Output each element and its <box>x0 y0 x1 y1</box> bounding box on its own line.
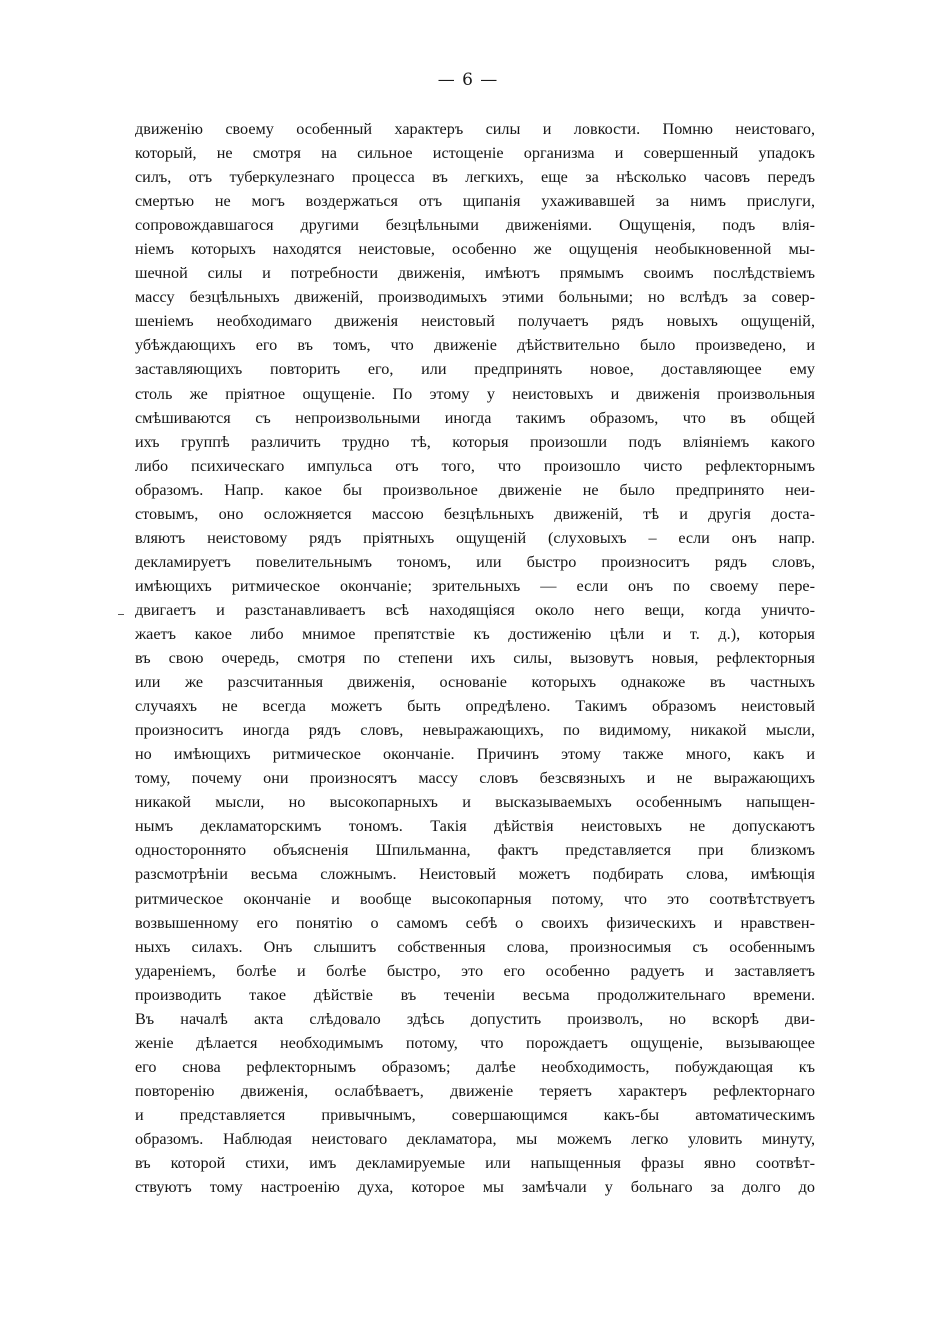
text-line: возвышенному его понятію о самомъ себѣ о своихъ физическихъ и нравствен- <box>135 913 815 932</box>
text-line: женіе дѣлается необходимымъ потому, что порождаетъ ощущеніе, вызывающее <box>135 1033 815 1052</box>
text-line: шеніемъ необходимаго движенія неистовый получаетъ рядъ новыхъ ощущеній, <box>135 312 815 331</box>
text-line: тому, почему они произносятъ массу словъ безсвязныхъ и не выражающихъ <box>135 769 815 788</box>
text-line: силъ, отъ туберкулезнаго процесса въ легкихъ, еще за нѣсколько часовъ передъ <box>135 168 815 187</box>
text-line: массу безцѣльныхъ движеній, производимыхъ этими больными; но вслѣдъ за совер- <box>135 288 815 307</box>
text-line: ніемъ которыхъ находятся неистовые, особенно же ощущенія необыкновенной мы- <box>135 240 815 259</box>
text-line: въ которой стихи, имъ декламируемые или напыщенныя фразы явно соотвѣт- <box>135 1154 815 1173</box>
text-line: повторенію движенія, ослабѣваетъ, движеніе теряетъ характеръ рефлекторнаго <box>135 1081 815 1100</box>
text-line: образомъ. Напр. какое бы произвольное движеніе не было предпринято неи- <box>135 480 815 499</box>
text-line: либо психическаго импульса отъ того, что произошло чисто рефлекторнымъ <box>135 456 815 475</box>
text-line: имѣющихъ ритмическое окончаніе; зрительныхъ — если онъ по своему пере- <box>135 576 815 595</box>
text-line: ритмическое окончаніе и вообще высокопарныя потому, что это соотвѣтствуетъ <box>135 889 815 908</box>
text-line: ихъ группѣ различить трудно тѣ, которыя произошли подъ вліяніемъ какого <box>135 432 815 451</box>
text-line: заставляющихъ повторить его, или предпринять новое, доставляющее ему <box>135 360 815 379</box>
text-line: или же разсчитанныя движенія, основаніе которыхъ однакоже въ частныхъ <box>135 673 815 692</box>
text-line: Въ началѣ акта слѣдовало здѣсь допустить произволъ, но вскорѣ дви- <box>135 1009 815 1028</box>
text-line: сопровождавшагося другими безцѣльными движеніями. Ощущенія, подъ влія- <box>135 216 815 235</box>
text-line: въ свою очередь, смотря по степени ихъ силы, вызовутъ новыя, рефлекторныя <box>135 649 815 668</box>
text-line: стовымъ, оно осложняется массою безцѣльныхъ движеній, тѣ и другія доста- <box>135 504 815 523</box>
text-line: но имѣющихъ ритмическое окончаніе. Причинъ этому также много, какъ и <box>135 745 815 764</box>
text-line: двигаетъ и разстанавливаетъ всѣ находящіяся около него вещи, когда уничто- <box>135 600 815 619</box>
text-line: декламируетъ повелительнымъ тономъ, или быстро произноситъ рядъ словъ, <box>135 552 815 571</box>
text-line: одностороннято объясненія Шпильманна, фактъ представляется при близкомъ <box>135 841 815 860</box>
text-line: смертью не могъ воздержаться отъ щипанія ухаживавшей за нимъ прислуги, <box>135 192 815 211</box>
text-line: никакой мысли, но высокопарныхъ и высказываемыхъ особеннымъ напыщен- <box>135 793 815 812</box>
text-line: смѣшиваются съ непроизвольными иногда такимъ образомъ, что въ общей <box>135 408 815 427</box>
margin-mark <box>118 614 124 615</box>
text-line: нымъ декламаторскимъ тономъ. Такія дѣйствія неистовыхъ не допускаютъ <box>135 817 815 836</box>
text-line: движенію своему особенный характеръ силы и ловкости. Помню неистоваго, <box>135 120 815 138</box>
text-line: его снова рефлекторнымъ образомъ; далѣе необходимость, побуждающая къ <box>135 1057 815 1076</box>
text-line: ствуютъ тому настроенію духа, которое мы замѣчали у больнаго за долго до <box>135 1178 815 1197</box>
text-line: жаетъ какое либо мнимое препятствіе къ достиженію цѣли и т. д.), которыя <box>135 624 815 643</box>
text-line: который, не смотря на сильное истощеніе организма и совершенный упадокъ <box>135 144 815 163</box>
text-line: произноситъ иногда рядъ словъ, невыражающихъ, по видимому, никакой мысли, <box>135 721 815 740</box>
text-line: производить такое дѣйствіе въ теченіи весьма продолжительнаго времени. <box>135 985 815 1004</box>
text-line: и представляется привычнымъ, совершающимся какъ-бы автоматическимъ <box>135 1105 815 1124</box>
text-line: убѣждающихъ его въ томъ, что движеніе дѣйствительно было произведено, и <box>135 336 815 355</box>
page-number: — 6 — <box>437 70 499 90</box>
text-line: удареніемъ, болѣе и болѣе быстро, это его особенно радуетъ и заставляетъ <box>135 961 815 980</box>
text-line: образомъ. Наблюдая неистоваго декламатора, мы можемъ легко уловить минуту, <box>135 1129 815 1148</box>
body-text <box>135 117 815 1199</box>
text-line: столь же пріятное ощущеніе. По этому у неистовыхъ и движенія произвольныя <box>135 384 815 403</box>
text-line: шечной силы и потребности движенія, имѣютъ прямымъ своимъ послѣдствіемъ <box>135 264 815 283</box>
text-line: ныхъ силахъ. Онъ слышитъ собственныя слова, произносимыя съ особеннымъ <box>135 937 815 956</box>
text-line: вляютъ неистовому рядъ пріятныхъ ощущеній (слуховыхъ – если онъ напр. <box>135 528 815 547</box>
text-line: случаяхъ не всегда можетъ быть опредѣлено. Такимъ образомъ неистовый <box>135 697 815 716</box>
text-line: разсмотрѣніи весьма сложнымъ. Неистовый можетъ подбирать слова, имѣющія <box>135 865 815 884</box>
